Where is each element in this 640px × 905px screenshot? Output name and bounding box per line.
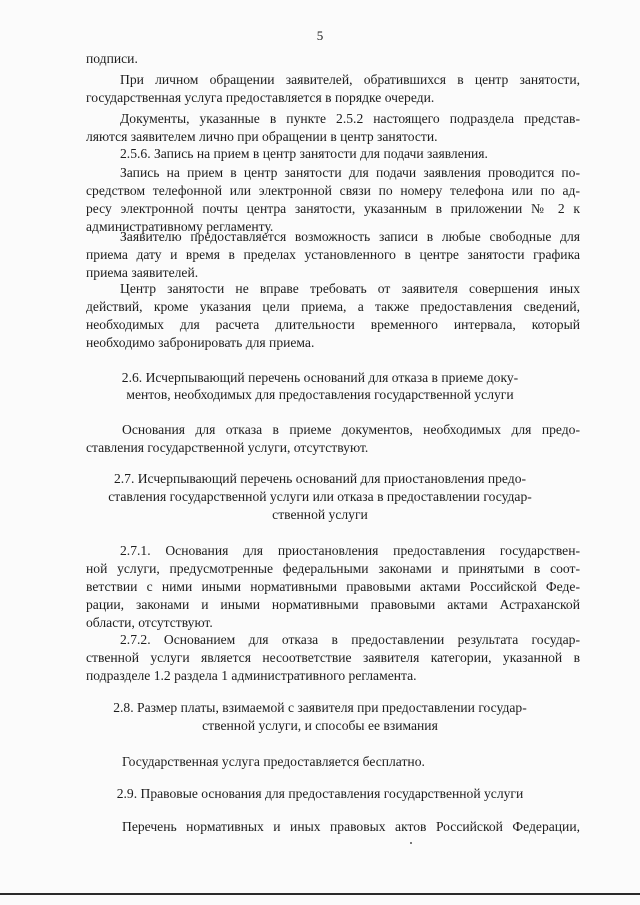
section-heading: 2.8. Размер платы, взимаемой с заявителя при предоставлении государ-	[113, 700, 527, 715]
scan-speck	[410, 842, 412, 844]
text-line: Основания для отказа в приеме документов, необходимых для предо-	[122, 422, 580, 437]
text-line: действий, кроме указания цели приема, а также предоставления сведений,	[86, 299, 580, 314]
section-heading: ставления государственной услуги или отказа в предоставлении государ-	[108, 489, 532, 504]
text-line: ственной услуги является несоответствие заявителя категории, указанной в	[86, 650, 580, 665]
text-line: ставления государственной услуги, отсутствуют.	[86, 440, 369, 455]
section-heading: ственной услуги, и способы ее взимания	[202, 718, 438, 733]
text-line: области, отсутствуют.	[86, 615, 213, 630]
section-heading: 2.6. Исчерпывающий перечень оснований для отказа в приеме доку-	[121, 370, 519, 385]
text-line: ресу электронной почты центра занятости, указанным в приложении № 2 к	[86, 201, 580, 216]
text-line: 2.7.1. Основания для приостановления предоставления государствен-	[120, 543, 580, 558]
text-line: Центр занятости не вправе требовать от заявителя совершения иных	[120, 281, 580, 296]
bottom-edge-line	[0, 893, 640, 895]
text-line: Заявителю предоставляется возможность записи в любые свободные для	[120, 229, 580, 244]
section-heading: 2.7. Исчерпывающий перечень оснований для приостановления предо-	[113, 471, 527, 486]
text-line: необходимо забронировать для приема.	[86, 335, 315, 350]
text-line: приема дату и время в пределах установленного в центре занятости графика	[86, 247, 580, 262]
text-line: административному регламенту.	[86, 219, 274, 234]
text-line: 2.7.2. Основанием для отказа в предоставлении результата государ-	[120, 632, 580, 647]
page-number: 5	[316, 28, 324, 43]
text-line: необходимых для расчета длительности временного интервала, который	[86, 317, 580, 332]
section-heading: 2.9. Правовые основания для предоставления государственной услуги	[116, 786, 524, 801]
text-line: подразделе 1.2 раздела 1 административного регламента.	[86, 668, 417, 683]
text-line: ной услуги, предусмотренные федеральными законами и принятыми в соот-	[86, 561, 580, 576]
text-line: подписи.	[86, 51, 138, 66]
text-line: Государственная услуга предоставляется бесплатно.	[122, 754, 425, 769]
text-line: государственная услуга предоставляется в порядке очереди.	[86, 90, 435, 105]
section-heading: ментов, необходимых для предоставления государственной услуги	[126, 387, 514, 402]
text-line: ветствии с ними иными нормативными правовыми актами Российской Феде-	[86, 579, 580, 594]
text-line: Документы, указанные в пункте 2.5.2 настоящего подраздела представ-	[120, 111, 580, 126]
text-line: Запись на прием в центр занятости для подачи заявления проводится по-	[120, 165, 580, 180]
text-line: 2.5.6. Запись на прием в центр занятости для подачи заявления.	[120, 146, 488, 161]
text-line: ляются заявителем лично при обращении в центр занятости.	[86, 129, 438, 144]
text-line: приема заявителей.	[86, 265, 199, 280]
text-line: средством телефонной или электронной связи по номеру телефона или по ад-	[86, 183, 580, 198]
section-heading: ственной услуги	[272, 507, 368, 522]
text-line: Перечень нормативных и иных правовых актов Российской Федерации,	[122, 819, 580, 834]
text-line: При личном обращении заявителей, обратившихся в центр занятости,	[120, 72, 580, 87]
text-line: рации, законами и иными нормативными правовыми актами Астраханской	[86, 597, 580, 612]
